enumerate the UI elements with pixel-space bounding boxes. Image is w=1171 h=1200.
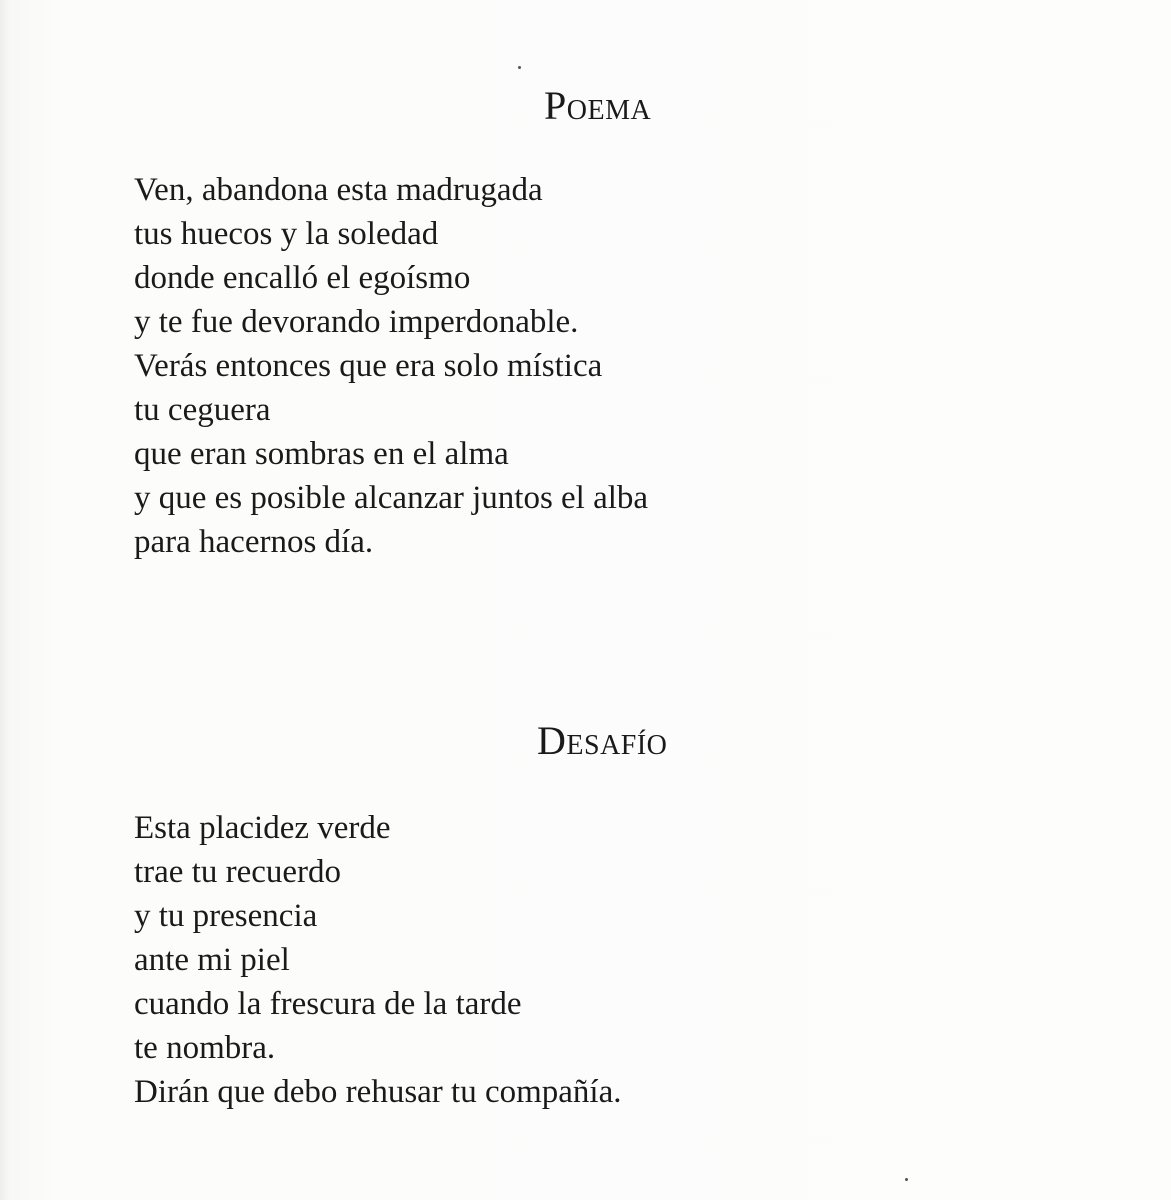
poem-line: tus huecos y la soledad xyxy=(134,216,439,252)
paper-speck xyxy=(518,66,521,69)
poem-line: donde encalló el egoísmo xyxy=(134,260,471,296)
paper-speck xyxy=(905,1178,908,1181)
poem-line: trae tu recuerdo xyxy=(134,854,342,890)
poem-body-desafio xyxy=(134,806,622,1114)
poem-line: Ven, abandona esta madrugada xyxy=(134,172,543,208)
poem-line: que eran sombras en el alma xyxy=(134,436,509,472)
poem-line: Esta placidez verde xyxy=(134,810,391,846)
poem-line: Verás entonces que era solo mística xyxy=(134,348,603,384)
poem-line: tu ceguera xyxy=(134,392,271,428)
poem-line: cuando la frescura de la tarde xyxy=(134,986,522,1022)
poem-title-poema: Poema xyxy=(544,83,652,128)
poem-line: y que es posible alcanzar juntos el alba xyxy=(134,480,649,516)
poem-title-desafio: Desafío xyxy=(537,718,668,763)
poem-line: para hacernos día. xyxy=(134,524,374,560)
poem-line: ante mi piel xyxy=(134,942,290,978)
poem-line: y te fue devorando imperdonable. xyxy=(134,304,579,340)
poem-body-poema xyxy=(134,168,648,564)
poem-line: y tu presencia xyxy=(134,898,318,934)
poem-line: te nombra. xyxy=(134,1030,276,1066)
poem-line: Dirán que debo rehusar tu compañía. xyxy=(134,1074,622,1110)
